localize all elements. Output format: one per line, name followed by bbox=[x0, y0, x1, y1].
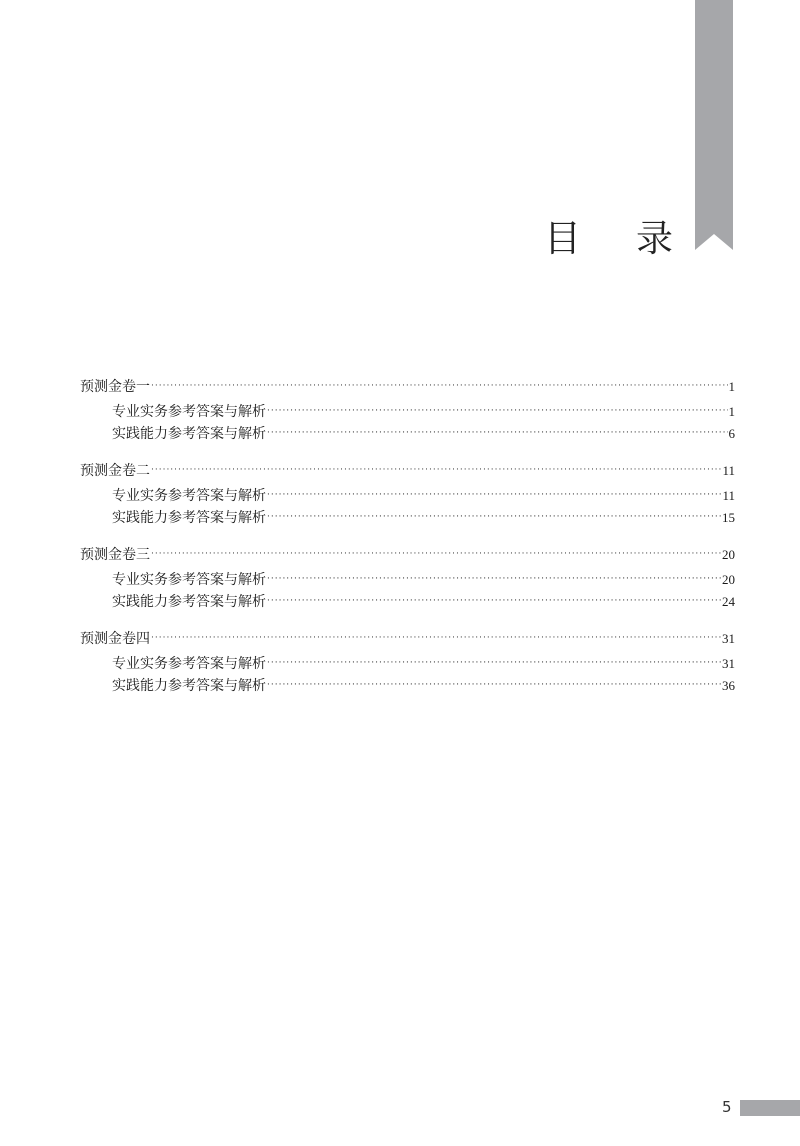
dot-leader bbox=[267, 568, 721, 590]
toc-entry-page: 11 bbox=[722, 463, 735, 478]
toc-subentry[interactable] bbox=[80, 569, 735, 591]
toc-subentry-page: 31 bbox=[722, 656, 735, 671]
toc-subentry[interactable] bbox=[80, 591, 735, 613]
dot-leader bbox=[267, 590, 721, 612]
toc-subentry[interactable] bbox=[80, 675, 735, 697]
toc-section-2 bbox=[80, 460, 735, 529]
toc-subentry-page: 6 bbox=[728, 426, 735, 441]
toc-subentry-title: 实践能力参考答案与解析 bbox=[112, 426, 266, 442]
toc-subentry[interactable] bbox=[80, 507, 735, 529]
toc-subentry-title: 实践能力参考答案与解析 bbox=[112, 678, 266, 694]
toc-subentry-page: 24 bbox=[722, 594, 735, 609]
toc-subentry-page: 11 bbox=[722, 488, 735, 503]
toc-subentry[interactable] bbox=[80, 485, 735, 507]
toc-section-1 bbox=[80, 376, 735, 445]
toc-entry[interactable] bbox=[80, 544, 735, 566]
dot-leader bbox=[151, 627, 721, 649]
title-char-2: 录 bbox=[636, 217, 673, 260]
toc-section-3 bbox=[80, 544, 735, 613]
dot-leader bbox=[267, 400, 728, 422]
dot-leader bbox=[151, 543, 721, 565]
toc-subentry-title: 专业实务参考答案与解析 bbox=[112, 404, 266, 420]
toc-entry-title: 预测金卷三 bbox=[80, 547, 150, 563]
toc-entry[interactable] bbox=[80, 460, 735, 482]
toc-entry-page: 31 bbox=[722, 631, 735, 646]
toc-subentry-title: 实践能力参考答案与解析 bbox=[112, 594, 266, 610]
dot-leader bbox=[267, 652, 721, 674]
toc-subentry-page: 20 bbox=[722, 572, 735, 587]
toc-subentry-title: 实践能力参考答案与解析 bbox=[112, 510, 266, 526]
footer-accent-bar bbox=[740, 1100, 800, 1116]
dot-leader bbox=[267, 674, 721, 696]
toc-entry-page: 1 bbox=[728, 379, 735, 394]
toc-subentry-title: 专业实务参考答案与解析 bbox=[112, 488, 266, 504]
toc-subentry-page: 1 bbox=[728, 404, 735, 419]
toc-entry[interactable] bbox=[80, 376, 735, 398]
toc-subentry-title: 专业实务参考答案与解析 bbox=[112, 572, 266, 588]
dot-leader bbox=[267, 484, 721, 506]
title-char-1: 目 bbox=[544, 217, 581, 260]
toc-subentry[interactable] bbox=[80, 423, 735, 445]
toc-subentry-page: 36 bbox=[722, 678, 735, 693]
toc-subentry-title: 专业实务参考答案与解析 bbox=[112, 656, 266, 672]
bookmark-ribbon bbox=[695, 0, 733, 250]
dot-leader bbox=[267, 506, 721, 528]
toc-entry-title: 预测金卷一 bbox=[80, 379, 150, 395]
toc-entry-title: 预测金卷二 bbox=[80, 463, 150, 479]
dot-leader bbox=[151, 375, 728, 397]
toc-entry-title: 预测金卷四 bbox=[80, 631, 150, 647]
dot-leader bbox=[267, 422, 728, 444]
toc-section-4 bbox=[80, 628, 735, 697]
toc-entry-page: 20 bbox=[722, 547, 735, 562]
table-of-contents bbox=[80, 376, 735, 712]
toc-entry[interactable] bbox=[80, 628, 735, 650]
page-title bbox=[544, 208, 684, 258]
toc-subentry-page: 15 bbox=[722, 510, 735, 525]
toc-subentry[interactable] bbox=[80, 401, 735, 423]
toc-subentry[interactable] bbox=[80, 653, 735, 675]
dot-leader bbox=[151, 459, 721, 481]
page-number: 5 bbox=[722, 1098, 732, 1116]
